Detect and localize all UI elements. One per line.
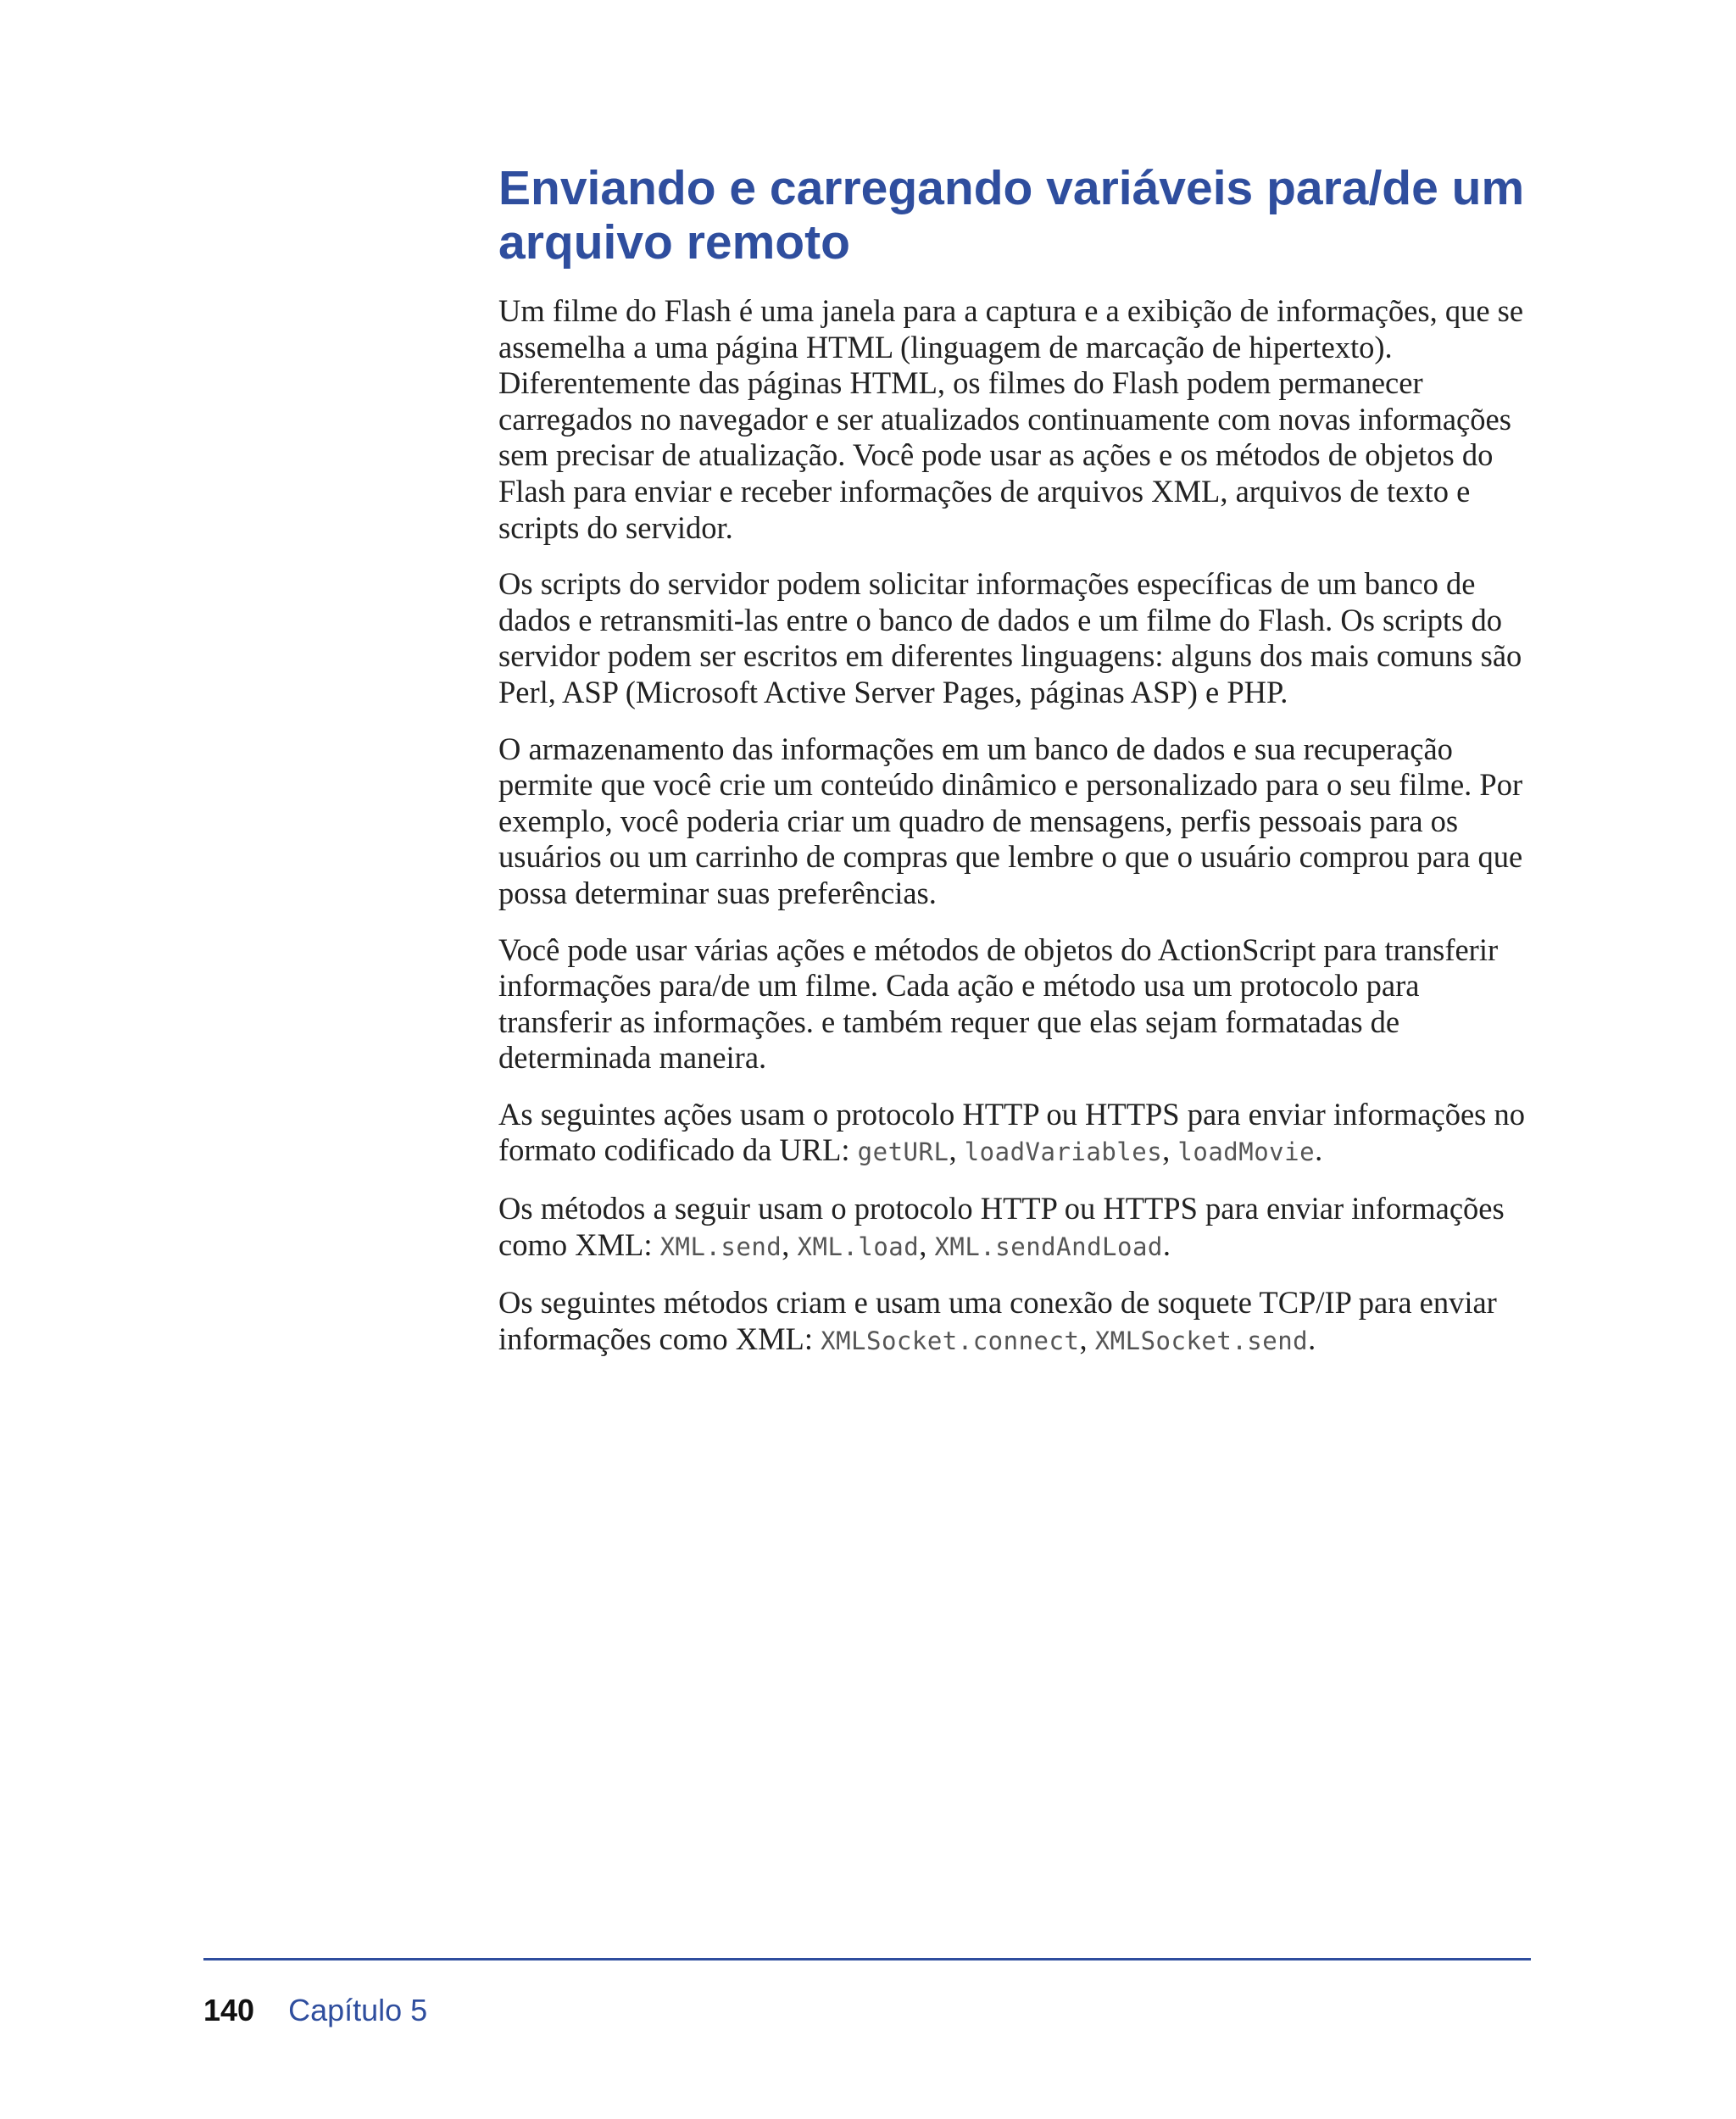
- paragraph-http-actions: [498, 1097, 1537, 1171]
- section-heading: Enviando e carregando variáveis para/de um arquivo remoto: [498, 161, 1525, 270]
- paragraph-socket-methods-text: Os seguintes métodos criam e usam uma conexão de soquete TCP/IP para enviar informações como XML:: [498, 1285, 1497, 1356]
- comma-separator: ,: [1079, 1321, 1095, 1356]
- code-loadmovie: loadMovie: [1177, 1137, 1316, 1167]
- comma-separator: ,: [949, 1132, 965, 1168]
- comma-separator: ,: [782, 1226, 798, 1262]
- paragraph-http-actions-text: As seguintes ações usam o protocolo HTTP ou HTTPS para enviar informações no formato codificado da URL:: [498, 1096, 1525, 1168]
- comma-separator: ,: [919, 1226, 935, 1262]
- paragraph-socket-methods: [498, 1285, 1537, 1359]
- paragraph-xml-methods-text: Os métodos a seguir usam o protocolo HTTP ou HTTPS para enviar informações como XML:: [498, 1191, 1505, 1262]
- page-footer: [203, 1992, 427, 2029]
- code-xmlsocket-send: XMLSocket.send: [1094, 1326, 1309, 1355]
- period: .: [1315, 1132, 1323, 1168]
- comma-separator: ,: [1162, 1132, 1178, 1168]
- code-xml-sendandload: XML.sendAndLoad: [934, 1232, 1163, 1261]
- paragraph-intro: Um filme do Flash é uma janela para a captura e a exibição de informações, que se assemelha a uma página HTML (linguagem de marcação de hipertexto). Diferentemente das páginas HTML, os filmes do Flash podem permanecer carregados no navegador e ser atualizados continuamente com novas informações sem precisar de atualização. Você pode usar as ações e os métodos de objetos do Flash para enviar e receber informações de arquivos XML, arquivos de texto e scripts do servidor.: [498, 293, 1524, 545]
- paragraph-server-scripts: Os scripts do servidor podem solicitar informações específicas de um banco de dados e retransmiti-las entre o banco de dados e um filme do Flash. Os scripts do servidor podem ser escritos em diferentes linguagens: alguns dos mais comuns são Perl, ASP (Microsoft Active Server Pages, páginas ASP) e PHP.: [498, 566, 1522, 709]
- main-content: [498, 161, 1537, 1379]
- paragraph-xml-methods: [498, 1191, 1537, 1265]
- code-xmlsocket-connect: XMLSocket.connect: [821, 1326, 1080, 1355]
- code-loadvariables: loadVariables: [964, 1137, 1163, 1167]
- code-xml-load: XML.load: [797, 1232, 920, 1261]
- code-geturl: getURL: [857, 1137, 949, 1167]
- paragraph-actionscript: Você pode usar várias ações e métodos de objetos do ActionScript para transferir informações para/de um filme. Cada ação e método usa um protocolo para transferir as informações. e também requer que elas sejam formatadas de determinada maneira.: [498, 932, 1499, 1076]
- paragraph-database: O armazenamento das informações em um banco de dados e sua recuperação permite que você crie um conteúdo dinâmico e personalizado para o seu filme. Por exemplo, você poderia criar um quadro de mensagens, perfis pessoais para os usuários ou um carrinho de compras que lembre o que o usuário comprou para que possa determinar suas preferências.: [498, 731, 1523, 910]
- footer-divider: [203, 1958, 1531, 1960]
- period: .: [1162, 1226, 1171, 1262]
- code-xml-send: XML.send: [659, 1232, 782, 1261]
- chapter-label: Capítulo 5: [288, 1993, 428, 2027]
- page-number: 140: [203, 1993, 255, 2027]
- period: .: [1308, 1321, 1316, 1356]
